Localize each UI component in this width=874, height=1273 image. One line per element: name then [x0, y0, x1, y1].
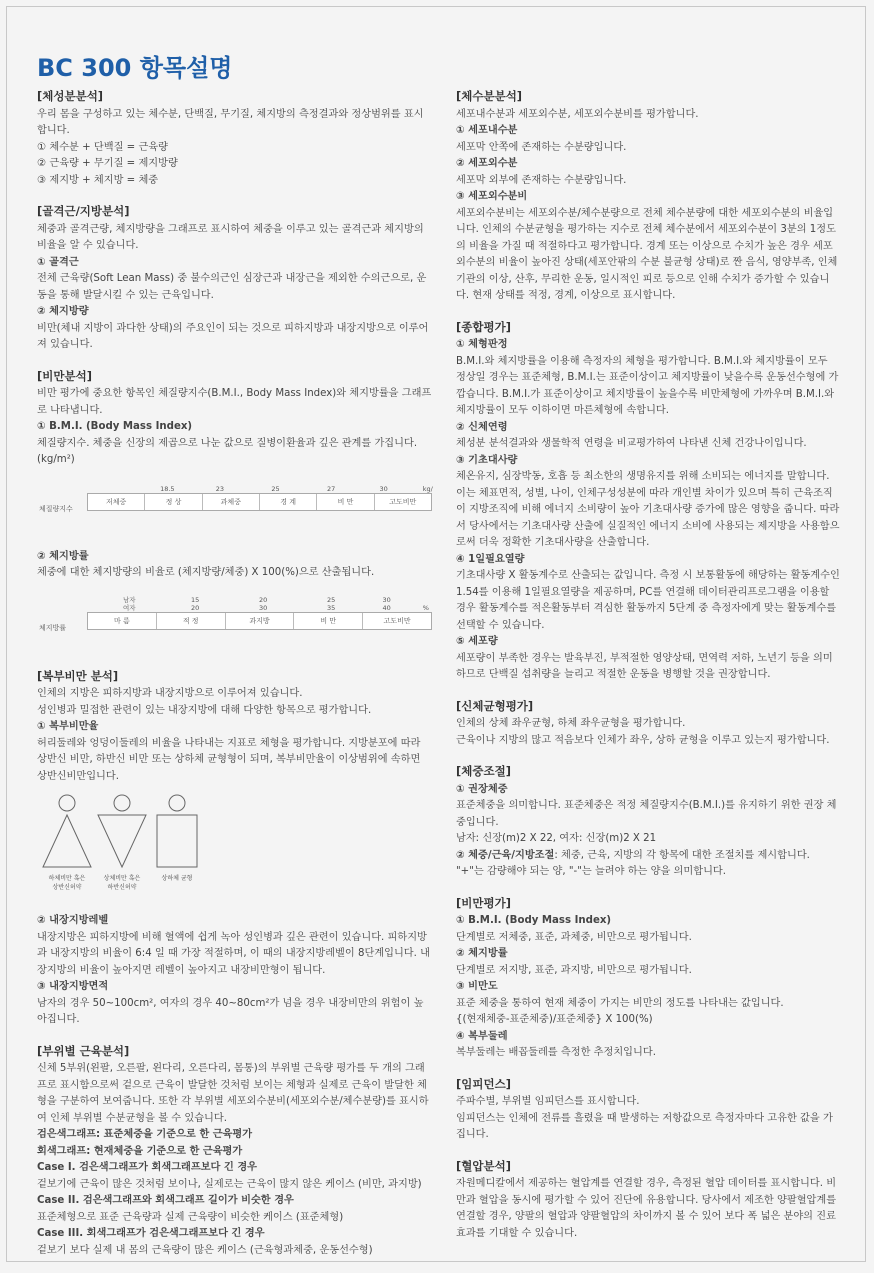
bmi-category: 저체중 — [88, 494, 145, 510]
subheading: Case III. 회색그래프가 검은색그래프보다 긴 경우 — [37, 1228, 265, 1239]
subheading: ② 내장지방레벨 — [37, 915, 109, 926]
subheading: ② 체지방률 — [37, 550, 89, 562]
subheading: ② 신체연령 — [456, 421, 508, 433]
text: 단계별로 저체중, 표준, 과체중, 비만으로 평가됩니다. — [456, 931, 692, 943]
text: 복부둘레는 배꼽둘레를 측정한 추정치입니다. — [456, 1047, 656, 1058]
subheading: ① 체형판정 — [456, 339, 508, 350]
pbf-bar — [87, 612, 432, 630]
tick: 25 — [271, 484, 280, 493]
subheading: ④ 1일필요열량 — [456, 553, 525, 565]
text: ① 체수분 + 단백질 = 근육량 — [37, 141, 168, 153]
tick: 25 — [326, 595, 336, 604]
body-shape-figures — [37, 793, 432, 903]
section-heading: [종합평가] — [456, 319, 511, 334]
bmi-category: 과체중 — [203, 494, 260, 510]
section-heading: [복부비만 분석] — [37, 668, 119, 683]
tick: % — [422, 603, 429, 612]
subheading: ① B.M.I. (Body Mass Index) — [456, 915, 612, 926]
text: 표준 체중을 통하여 현재 체중이 가지는 비만의 정도를 나타내는 값입니다. — [456, 997, 784, 1009]
text: 임피던스는 인체에 전류를 흘렸을 때 발생하는 저항값으로 측정자마다 고유한 값을 가집니다. — [456, 1112, 833, 1140]
text: 비만(체내 지방이 과다한 상태)의 주요인이 되는 것으로 피하지방과 내장지방으로 이루어져 있습니다. — [37, 322, 429, 350]
section-body-composition — [37, 88, 432, 189]
pbf-scale — [37, 592, 432, 642]
text: 세포량이 부족한 경우는 발육부진, 부적절한 영양상태, 면역력 저하, 노년기 등을 의미하므로 단백질 섭취량을 늘리고 적절한 운동을 병행할 것을 권장합니다. — [456, 652, 833, 680]
subheading: ③ 기초대사량 — [456, 454, 518, 466]
pbf-category: 비 만 — [294, 613, 363, 629]
text: 체질량지수. 체중을 신장의 제곱으로 나눈 값으로 질병이환율과 깊은 관계를 가집니다. (kg/m²) — [37, 437, 418, 465]
text: 우리 몸을 구성하고 있는 체수분, 단백질, 무기질, 체지방의 측정결과와 정상범위를 표시합니다. — [37, 108, 424, 136]
bmi-category: 정 상 — [145, 494, 202, 510]
text: 자원메디칼에서 제공하는 혈압계를 연결할 경우, 측정된 혈압 데이터를 표시합니다. 비만과 혈압을 동시에 평가할 수 있어 진단에 유용합니다. 당사에서 제조한 양팔혈압계를 연결할 경우, 양팔의 혈압과 양팔혈압의 차이까지 볼 수 있어 보다 폭 넓은 분야의 진료효과를 기대할 수 있습니다. — [456, 1178, 837, 1239]
text: 허리둘레와 엉덩이둘레의 비율을 나타내는 지표로 체형을 평가합니다. 지방분포에 따라 상반신 비만, 하반신 비만 또는 상하체 균형형이 되며, 복부비만율이 이상범위에 속하면 상반신비만입니다. — [37, 737, 421, 782]
bmi-bar — [87, 493, 432, 511]
tick: 20 — [258, 595, 268, 604]
right-column — [456, 88, 840, 1256]
control-line — [456, 848, 840, 865]
subheading: ④ 복부둘레 — [456, 1030, 508, 1042]
inverted-triangle-body-icon — [92, 793, 152, 871]
text: 표준체형으로 표준 근육량과 실제 근육량이 비슷한 케이스 (표준체형) — [37, 1211, 344, 1223]
text: 전체 근육량(Soft Lean Mass) 중 불수의근인 심장근과 내장근을 제외한 수의근으로, 운동을 통해 발달시킬 수 있는 근육입니다. — [37, 273, 427, 301]
section-obesity-eval — [456, 895, 840, 1062]
tick: 30 — [382, 595, 391, 604]
subheading: ② 세포외수분 — [456, 158, 518, 169]
text: 세포막 외부에 존재하는 수분량입니다. — [456, 174, 627, 186]
pbf-category: 마 름 — [88, 613, 157, 629]
text: 세포내수분과 세포외수분, 세포외수분비를 평가합니다. — [456, 108, 699, 120]
section-obesity — [37, 368, 432, 642]
subheading: ③ 비만도 — [456, 981, 498, 992]
text: 기초대사량 X 활동계수로 산출되는 값입니다. 측정 시 보통활동에 해당하는 활동계수인 1.54를 이용해 1일필요열량을 제공하며, PC를 연결해 데이터관리프로그램을 이용할 경우 활동계수를 적은활동부터 격심한 활동까지 5단계 중 측정자에게 맞는 활동계수를 선택할 수 있습니다. — [456, 570, 840, 631]
text: 내장지방은 피하지방에 비해 혈액에 쉽게 녹아 성인병과 깊은 관련이 있습니다. 피하지방과 내장지방의 비율이 6:4 일 때 가장 적절하며, 이 때의 내장지방레벨이 8단계입니다. 내장지방의 비율이 높아지면 레벨이 높아지고 내장비만형이 됩니다. — [37, 931, 430, 976]
tick: 15 — [190, 595, 200, 604]
text: 표준체중을 의미합니다. 표준체중은 적정 체질량지수(B.M.I.)를 유지하기 위한 권장 체중입니다. — [456, 800, 837, 828]
text: 체중과 골격근량, 체지방량을 그래프로 표시하여 체중을 이루고 있는 골격근과 체지방의 비율을 알 수 있습니다. — [37, 223, 424, 251]
subheading: ② 체중/근육/지방조절 — [456, 849, 555, 861]
section-heading: [체중조절] — [456, 764, 511, 778]
tick: kg/ — [422, 484, 433, 493]
text: 세포외수분비는 세포외수분/체수분량으로 전체 체수분량에 대한 세포외수분의 비율입니다. 인체의 수분균형을 평가하는 지수로 전체 체수분에서 세포외수분이 3분의 1정도의 비율을 가질 때 적절하다고 평가합니다. 경계 또는 이상으로 수치가 높은 경우 세포외수분의 비율이 높아진 상태(세포안팎의 수분 불균형 상태)로 짠 음식, 영양부족, 인체기관의 이상, 산후, 무리한 운동, 일시적인 피로 등으로 인해 수치가 증가할 수 있습니다. 현재 상태를 적정, 경계, 이상으로 표시합니다. — [456, 207, 838, 301]
text: B.M.I.와 체지방률을 이용해 측정자의 체형을 평가합니다. B.M.I.와 체지방률이 모두 정상일 경우는 표준체형, B.M.I.는 표준이상이고 체지방률이 낮을수록 운동선수형에 가깝습니다. B.M.I.가 표준이상이고 체지방률이 높을수록 비만체형에 가까우며 B.M.I.와 체지방률이 모두 이하이면 마른체형에 속합니다. — [456, 355, 839, 416]
text: ③ 제지방 + 체지방 = 체중 — [37, 174, 159, 186]
bmi-category: 경 계 — [260, 494, 317, 510]
text: 근육이나 지방의 많고 적음보다 인체가 좌우, 상하 균형을 이루고 있는지 평가합니다. — [456, 734, 830, 746]
text: 겉보기에 근육이 많은 것처럼 보이나, 실제로는 근육이 많지 않은 케이스 (비만, 과지방) — [37, 1178, 422, 1190]
tick: 35 — [326, 603, 336, 612]
subheading: ② 체지방량 — [37, 306, 89, 317]
figure-caption: 상체비만 혹은 — [103, 875, 141, 882]
bmi-category: 고도비만 — [375, 494, 431, 510]
figure-balanced — [147, 793, 207, 883]
section-water — [456, 88, 840, 305]
subheading: ① 권장체중 — [456, 783, 508, 795]
subheading: 회색그래프: 현재체중을 기준으로 한 근육평가 — [37, 1145, 243, 1157]
section-weight-control — [456, 763, 840, 881]
tick: 23 — [215, 484, 224, 493]
figure-lower-body-obesity — [37, 793, 97, 892]
formula: 남자: 신장(m)2 X 22, 여자: 신장(m)2 X 21 — [456, 833, 657, 844]
tick: 27 — [326, 484, 336, 493]
left-column — [37, 88, 432, 1273]
pbf-ticks — [123, 592, 432, 612]
section-muscle-fat — [37, 203, 432, 354]
text: 성인병과 밀접한 관련이 있는 내장지방에 대해 다양한 항목으로 평가합니다. — [37, 704, 372, 716]
pbf-category: 과지방 — [226, 613, 295, 629]
section-heading: [부위별 근육분석] — [37, 1043, 130, 1058]
section-blood-pressure — [456, 1158, 840, 1243]
figure-caption: 상하체 균형 — [161, 875, 193, 882]
tick: 30 — [258, 603, 268, 612]
text: 체중에 대한 체지방량의 비율로 (체지방량/체중) X 100(%)으로 산출됩니다. — [37, 567, 375, 578]
pbf-scale-label: 체지방률 — [39, 623, 67, 632]
bmi-ticks — [123, 479, 432, 491]
section-heading: [임피던스] — [456, 1076, 511, 1091]
subheading: ① 복부비만율 — [37, 721, 99, 732]
section-impedance — [456, 1076, 840, 1144]
section-heading: [비만분석] — [37, 368, 92, 383]
subheading: 검은색그래프: 표준체중을 기준으로 한 근육평가 — [37, 1129, 253, 1140]
tick: 40 — [382, 603, 391, 612]
subheading: ⑤ 세포량 — [456, 636, 498, 647]
subheading: ③ 내장지방면적 — [37, 981, 109, 992]
figure-caption: 하체비만 혹은 — [48, 875, 86, 882]
text: 체성분 분석결과와 생물학적 연령을 비교평가하여 나타낸 신체 건강나이입니다. — [456, 438, 807, 449]
text: "+"는 감량해야 되는 양, "-"는 늘려야 하는 양을 의미합니다. — [456, 866, 726, 877]
subheading: Case I. 검은색그래프가 회색그래프보다 긴 경우 — [37, 1162, 258, 1173]
tick: 30 — [379, 484, 388, 493]
section-segmental — [37, 1043, 432, 1260]
section-overall — [456, 319, 840, 684]
tick: 여자 — [123, 603, 136, 612]
text: 비만 평가에 중요한 항목인 체질량지수(B.M.I., Body Mass Index)와 체지방률을 그래프로 나타냅니다. — [37, 388, 432, 416]
section-balance — [456, 698, 840, 750]
bmi-scale-label: 체질량지수 — [39, 504, 73, 513]
text: : 체중, 근육, 지방의 각 항목에 대한 조절치를 제시합니다. — [554, 849, 810, 861]
text: 신체 5부위(왼팔, 오른팔, 왼다리, 오른다리, 몸통)의 부위별 근육량 평가를 두 개의 그래프로 표시함으로써 겉으로 근육이 발달한 것처럼 보이는 체형과 실제로 근육이 발달한 체형을 구분하여 보여줍니다. 또한 각 부위별 세포외수분비(세포외수분/체수분량)를 표시하여 인체 부위별 수분균형을 볼 수 있습니다. — [37, 1063, 429, 1124]
subheading: ③ 세포외수분비 — [456, 191, 528, 202]
pbf-category: 적 정 — [157, 613, 226, 629]
text: 인체의 지방은 피하지방과 내장지방으로 이루어져 있습니다. — [37, 688, 303, 699]
figure-upper-body-obesity — [92, 793, 152, 892]
text: 단계별로 저지방, 표준, 과지방, 비만으로 평가됩니다. — [456, 964, 692, 976]
section-heading: [골격근/지방분석] — [37, 204, 130, 218]
tick: 18.5 — [160, 484, 175, 493]
subheading: ① 골격근 — [37, 256, 79, 268]
text: 남자의 경우 50~100cm², 여자의 경우 40~80cm²가 넘을 경우 내장비만의 위험이 높아집니다. — [37, 997, 424, 1025]
subheading: ① 세포내수분 — [456, 125, 518, 136]
section-heading: [체성분분석] — [37, 89, 104, 103]
section-heading: [체수분분석] — [456, 89, 523, 103]
text: 겉보기 보다 실제 내 몸의 근육량이 많은 케이스 (근육형과체중, 운동선수형) — [37, 1244, 373, 1256]
section-abdominal — [37, 668, 432, 1029]
triangle-body-icon — [37, 793, 97, 871]
formula: {(현재체중-표준체중)/표준체중} X 100(%) — [456, 1014, 653, 1025]
tick: 남자 — [123, 595, 136, 604]
text: 세포막 안쪽에 존재하는 수분량입니다. — [456, 141, 627, 153]
tick: 20 — [190, 603, 200, 612]
rectangle-body-icon — [147, 793, 207, 871]
section-heading: [신체균형평가] — [456, 698, 534, 713]
text: 체온유지, 심장박동, 호흡 등 최소한의 생명유지를 위해 소비되는 에너지를 말합니다. 이는 체표면적, 성별, 나이, 인체구성성분에 따라 개인별 차이가 있으며 특히 근육조직이 지방조직에 비해 에너지 소비량이 높아 기초대사량 증가에 많은 영향을 줍니다. 따라서 당사에서는 기초대사량 산출에 실질적인 에너지 소비에 사용되는 제지방을 사용함으로써 더욱 정확한 기초대사량을 산출합니다. — [456, 471, 840, 548]
text: ② 근육량 + 무기질 = 제지방량 — [37, 158, 178, 169]
text: 인체의 상체 좌우균형, 하체 좌우균형을 평가합니다. — [456, 718, 686, 729]
subheading: ① B.M.I. (Body Mass Index) — [37, 421, 193, 432]
section-heading: [비만평가] — [456, 895, 511, 910]
figure-caption: 상반신허약 — [52, 884, 82, 891]
page-title: BC 300 항목설명 — [37, 54, 233, 82]
subheading: Case II. 검은색그래프와 회색그래프 길이가 비슷한 경우 — [37, 1195, 294, 1206]
pbf-category: 고도비만 — [363, 613, 431, 629]
section-heading: [혈압분석] — [456, 1158, 511, 1173]
text: 주파수별, 부위별 임피던스를 표시합니다. — [456, 1096, 640, 1107]
bmi-scale — [37, 479, 432, 523]
subheading: ② 체지방률 — [456, 948, 508, 959]
figure-caption: 하반신허약 — [107, 884, 137, 891]
bmi-category: 비 만 — [317, 494, 374, 510]
